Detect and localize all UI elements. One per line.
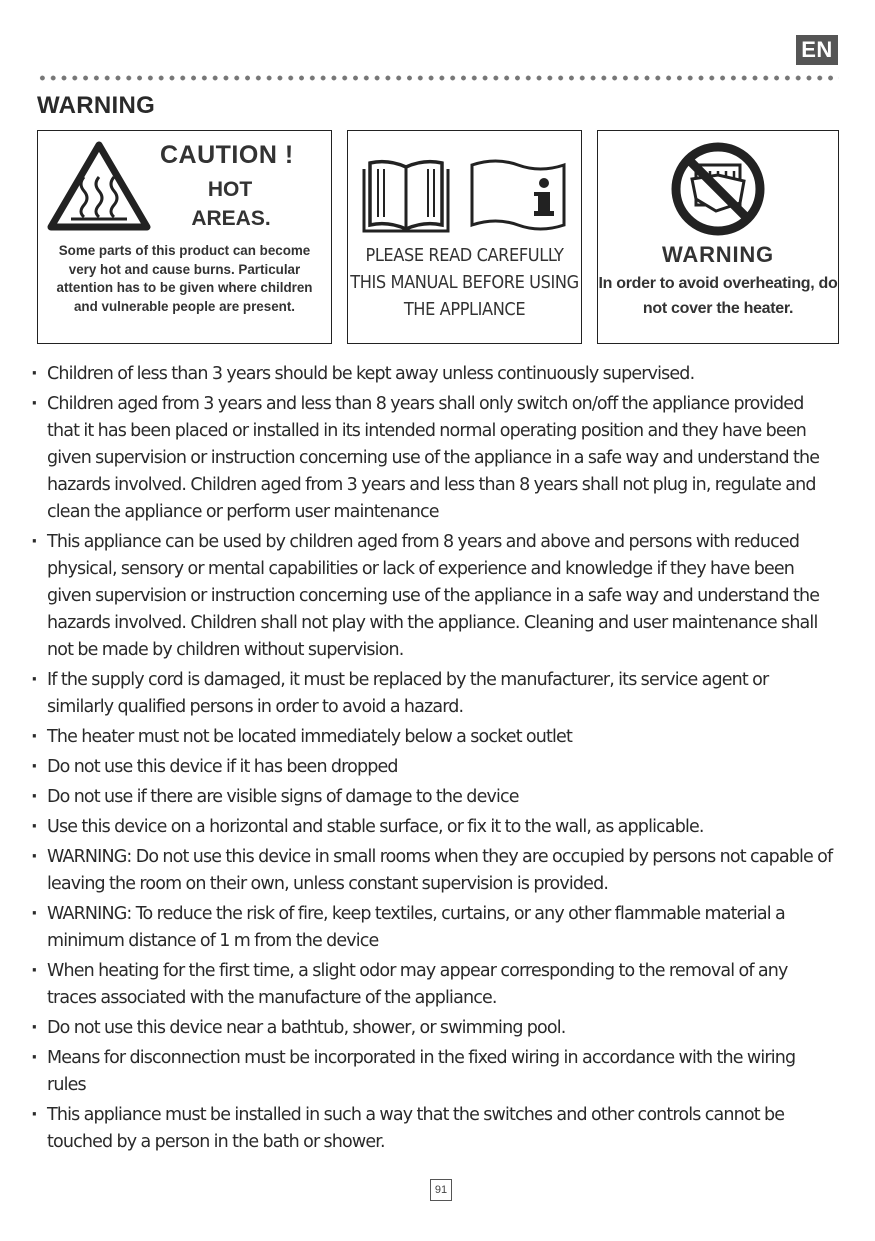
cover-warning-title: WARNING (662, 242, 774, 267)
do-not-cover-icon (670, 141, 766, 237)
list-item: · The heater must not be located immediately below a socket outlet (30, 724, 838, 751)
list-item: · Do not use if there are visible signs of damage to the device (30, 784, 838, 811)
list-item: · WARNING: Do not use this device in small rooms when they are occupied by persons not capable of leaving the room on their own, unless constant supervision is provided. (30, 844, 838, 898)
caution-panel (37, 130, 332, 344)
caution-title: CAUTION ! (160, 141, 294, 169)
hot-surface-warning-icon (46, 139, 152, 235)
section-title: WARNING (37, 92, 156, 119)
list-item: · Do not use this device near a bathtub, shower, or swimming pool. (30, 1015, 838, 1042)
list-item: · Children of less than 3 years should be kept away unless continuously supervised. (30, 361, 838, 388)
page-number: 91 (430, 1179, 452, 1201)
list-item: · This appliance must be installed in such a way that the switches and other controls cannot be touched by a person in the bath or shower. (30, 1102, 838, 1156)
information-icon (468, 157, 568, 233)
cover-warning-text: In order to avoid overheating, do not cover the heater. (598, 275, 838, 317)
language-badge: EN (796, 35, 838, 65)
do-not-cover-panel (597, 130, 839, 344)
list-item: · If the supply cord is damaged, it must be replaced by the manufacturer, its service agent or similarly qualified persons in order to avoid a hazard. (30, 667, 838, 721)
caution-text: Some parts of this product can become very hot and cause burns. Particular attention has to be given where children and vulnerable people are present. (56, 243, 313, 314)
read-manual-panel (347, 130, 582, 344)
list-item: · Means for disconnection must be incorporated in the fixed wiring in accordance with the wiring rules (30, 1045, 838, 1099)
list-item: · Use this device on a horizontal and stable surface, or fix it to the wall, as applicable. (30, 814, 838, 841)
hot-label: HOT (207, 178, 253, 201)
list-item: · When heating for the first time, a slight odor may appear corresponding to the removal of any traces associated with the manufacture of the appliance. (30, 958, 838, 1012)
read-manual-text: PLEASE READ CAREFULLY THIS MANUAL BEFORE USING THE APPLIANCE (350, 245, 579, 320)
dotted-divider (37, 75, 839, 81)
list-item: · This appliance can be used by children aged from 8 years and above and persons with reduced physical, sensory or mental capabilities or lack of experience and knowledge if they have been given supervision or instruction concerning use of the appliance in a safe way and understand the hazards involved. Children shall not play with the appliance. Cleaning and user maintenance shall not be made by children without supervision. (30, 529, 838, 664)
list-item: · Children aged from 3 years and less than 8 years shall only switch on/off the appliance provided that it has been placed or installed in its intended normal operating position and they have been given supervision or instruction concerning use of the appliance in a safe way and understand the hazards involved. Children aged from 3 years and less than 8 years shall not plug in, regulate and clean the appliance or perform user maintenance (30, 391, 838, 526)
safety-instructions-list (30, 361, 838, 1159)
areas-label: AREAS. (191, 207, 271, 230)
list-item: · WARNING: To reduce the risk of fire, keep textiles, curtains, or any other flammable material a minimum distance of 1 m from the device (30, 901, 838, 955)
open-manual-icon (360, 157, 452, 233)
list-item: · Do not use this device if it has been dropped (30, 754, 838, 781)
